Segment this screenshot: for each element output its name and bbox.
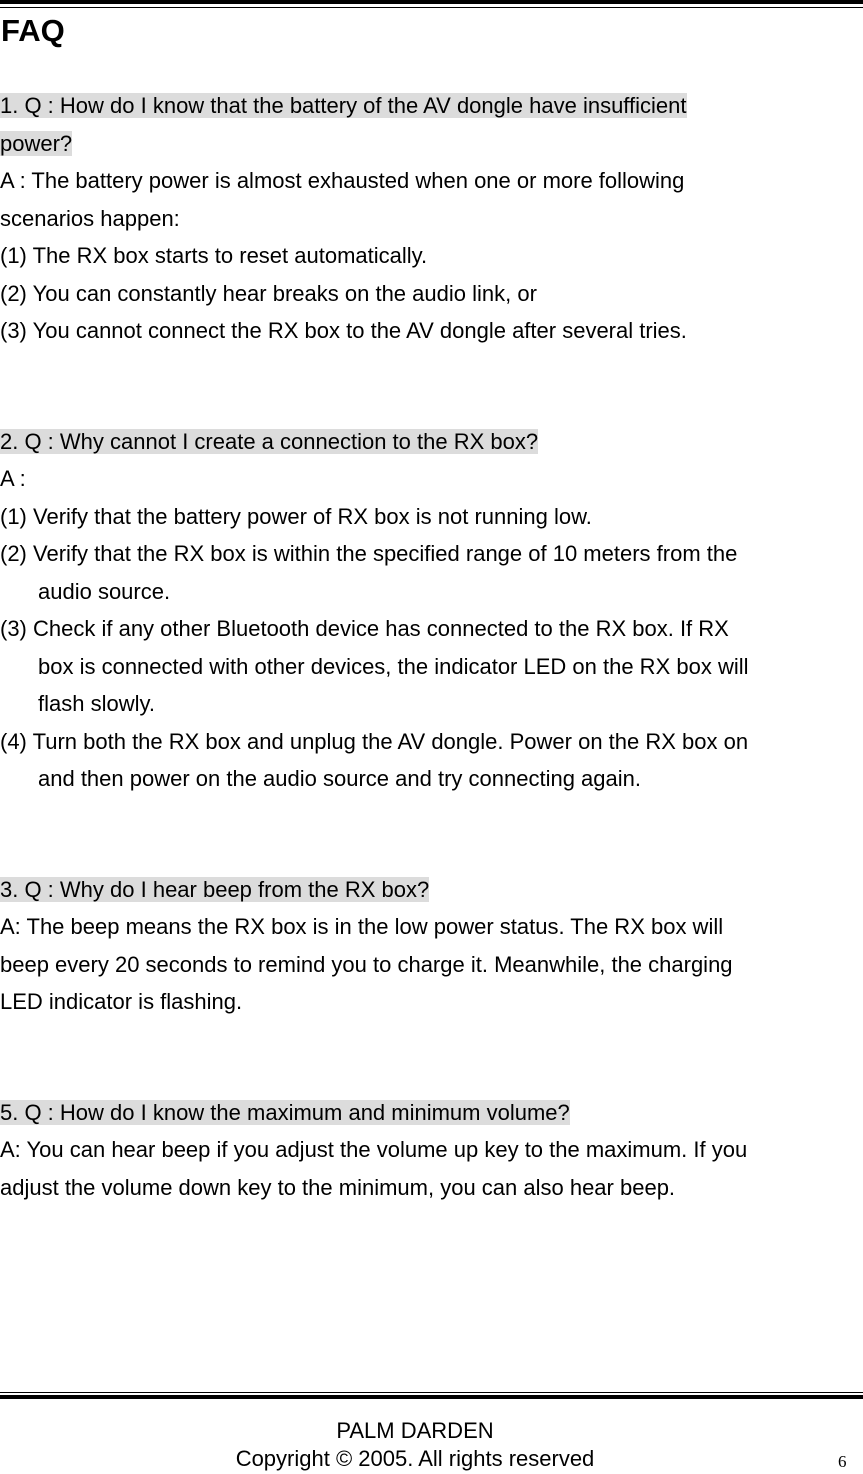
- top-rule-thin: [0, 7, 863, 8]
- faq-answer-line-continued: audio source.: [38, 578, 171, 604]
- faq-answer-line: (3) You cannot connect the RX box to the AV dongle after several tries.: [0, 318, 687, 343]
- bottom-rule-thick: [0, 1395, 863, 1399]
- faq-answer-line: A: The beep means the RX box is in the low power status. The RX box will: [0, 914, 724, 939]
- faq-answer-line: scenarios happen:: [0, 205, 180, 231]
- faq-answer-line: (4) Turn both the RX box and unplug the AV dongle. Power on the RX box on: [0, 728, 749, 754]
- faq-question-line: 2. Q : Why cannot I create a connection to the RX box?: [0, 428, 539, 454]
- faq-answer-line: (2) You can constantly hear breaks on the audio link, or: [0, 280, 537, 306]
- faq-answer-line: beep every 20 seconds to remind you to charge it. Meanwhile, the charging: [0, 951, 733, 977]
- faq-answer-line: adjust the volume down key to the minimum, you can also hear beep.: [0, 1174, 676, 1200]
- faq-answer-line: (3) Check if any other Bluetooth device has connected to the RX box. If RX: [0, 616, 729, 641]
- faq-answer-line: A: You can hear beep if you adjust the volume up key to the maximum. If you: [0, 1137, 748, 1162]
- faq-item-1: [0, 87, 863, 350]
- faq-item-3: [0, 871, 863, 1021]
- faq-answer-line-continued: and then power on the audio source and try connecting again.: [38, 766, 641, 791]
- faq-item-2: [0, 423, 863, 798]
- faq-question-line: power?: [0, 130, 73, 156]
- faq-answer-line-continued: box is connected with other devices, the indicator LED on the RX box will: [38, 653, 749, 679]
- faq-answer-line: (1) The RX box starts to reset automatically.: [0, 243, 428, 268]
- faq-answer-line: A :: [0, 466, 26, 491]
- section-gap: [0, 798, 863, 871]
- footer-copyright: Copyright © 2005. All rights reserved: [235, 1446, 595, 1471]
- section-gap: [0, 1021, 863, 1094]
- faq-answer-line: LED indicator is flashing.: [0, 989, 243, 1014]
- faq-content: [0, 87, 863, 1206]
- faq-answer-line: (2) Verify that the RX box is within the specified range of 10 meters from the: [0, 541, 738, 566]
- top-rule-thick: [0, 0, 863, 4]
- section-gap: [0, 350, 863, 423]
- faq-question-line: 1. Q : How do I know that the battery of the AV dongle have insufficient: [0, 93, 687, 118]
- faq-answer-line: (1) Verify that the battery power of RX box is not running low.: [0, 503, 592, 529]
- footer-company-name: PALM DARDEN: [336, 1418, 494, 1443]
- bottom-rule-thin: [0, 1392, 863, 1393]
- faq-answer-line-continued: flash slowly.: [38, 691, 155, 716]
- faq-item-5: [0, 1094, 863, 1207]
- faq-answer-line: A : The battery power is almost exhausted when one or more following: [0, 168, 685, 193]
- page-title: FAQ: [1, 13, 65, 48]
- page-number: 6: [838, 1452, 847, 1471]
- faq-question-line: 5. Q : How do I know the maximum and minimum volume?: [0, 1099, 570, 1125]
- faq-question-line: 3. Q : Why do I hear beep from the RX box?: [0, 876, 430, 902]
